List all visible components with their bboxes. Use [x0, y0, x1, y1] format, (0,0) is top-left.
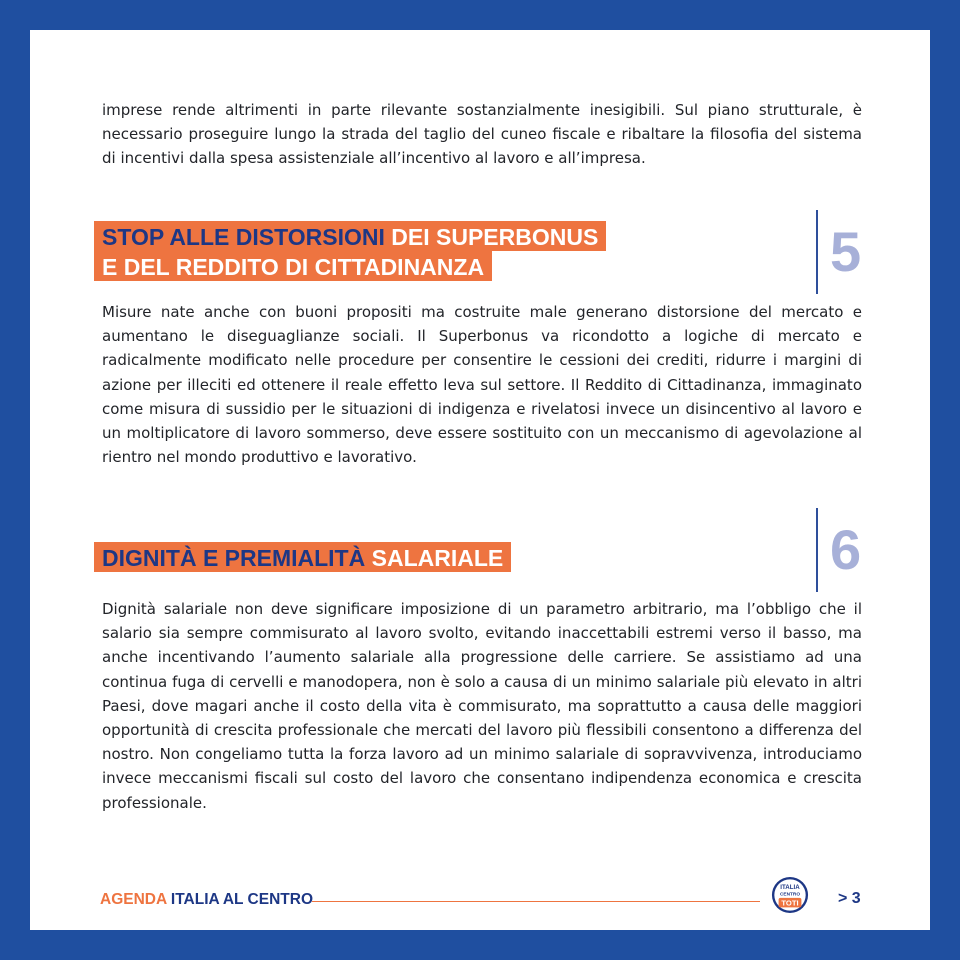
logo-text-bottom: TOTI	[781, 898, 799, 908]
party-logo	[771, 876, 809, 914]
section-6-number-marker	[816, 508, 861, 592]
section-5-heading	[94, 221, 606, 281]
section-6-heading-line	[94, 542, 511, 572]
logo-text-top: ITALIA	[780, 883, 800, 891]
section-5-heading-line-2	[94, 251, 492, 281]
section-6-number: 6	[830, 518, 862, 581]
section-5-heading-dark-text: STOP ALLE DISTORSIONI	[102, 224, 385, 250]
section-6-heading	[94, 542, 511, 572]
section-5-number: 5	[830, 220, 862, 283]
section-6-paragraph: Dignità salariale non deve significare imposizione di un parametro arbitrario, ma l’obbligo che il salario sia sempre commisurato al lavoro svolto, evitando inaccettabili estremi verso il basso, ma anche incentivando l’aumento salariale alla progressione delle carriere. Se assistiamo ad una continua fuga di cervelli e manodopera, non è solo a causa di un minimo salariale più elevato in altri Paesi, dove magari anche il costo della vita è commisurato, ma soprattutto a causa delle maggiori opportunità di crescita professionale che mercati del lavoro più flessibili consentono a differenza del nostro. Non congeliamo tutta la forza lavoro ad un minimo salariale di sopravvivenza, introduciamo invece meccanismi fiscali sul costo del lavoro che consentano indipendenza economica e crescita professionale.	[102, 600, 862, 812]
page-number: > 3	[838, 890, 861, 907]
footer-brand-agenda: AGENDA	[100, 891, 167, 908]
footer-divider-line	[312, 901, 760, 902]
section-5-heading-line-2-text: E DEL REDDITO DI CITTADINANZA	[102, 254, 485, 280]
document-page	[30, 30, 930, 930]
section-5-heading-line-1	[94, 221, 606, 251]
intro-paragraph: imprese rende altrimenti in parte rilevante sostanzialmente inesigibili. Sul piano strutturale, è necessario proseguire lungo la strada del taglio del cuneo fiscale e ribaltare la filosofia del sistema di incentivi dalla spesa assistenziale all’incentivo al lavoro e all’impresa.	[102, 101, 862, 168]
section-5-paragraph: Misure nate anche con buoni propositi ma costruite male generano distorsione del mercato e aumentano le diseguaglianze sociali. Il Superbonus va ricondotto a logiche di mercato e radicalmente modificato nelle procedure per consentire le cessioni dei crediti, ridurre i margini di azione per illeciti ed ottenere il reale effetto leva sul settore. Il Reddito di Cittadinanza, immaginato come misura di sussidio per le situazioni di indigenza e rivelatosi invece un disincentivo al lavoro e un moltiplicatore di lavoro sommerso, deve essere sostituito con un meccanismo di agevolazione al rientro nel mondo produttivo e lavorativo.	[102, 303, 862, 467]
logo-text-middle: CENTRO	[779, 892, 801, 898]
footer-brand-italia-al-centro: ITALIA AL CENTRO	[170, 891, 313, 908]
section-5-number-marker	[816, 210, 861, 294]
section-6-heading-dark-text: DIGNITÀ E PREMIALITÀ	[102, 545, 366, 571]
footer-brand	[100, 890, 313, 910]
section-5-heading-light-text: DEI SUPERBONUS	[391, 224, 599, 250]
section-6-heading-light-text: SALARIALE	[371, 545, 504, 571]
